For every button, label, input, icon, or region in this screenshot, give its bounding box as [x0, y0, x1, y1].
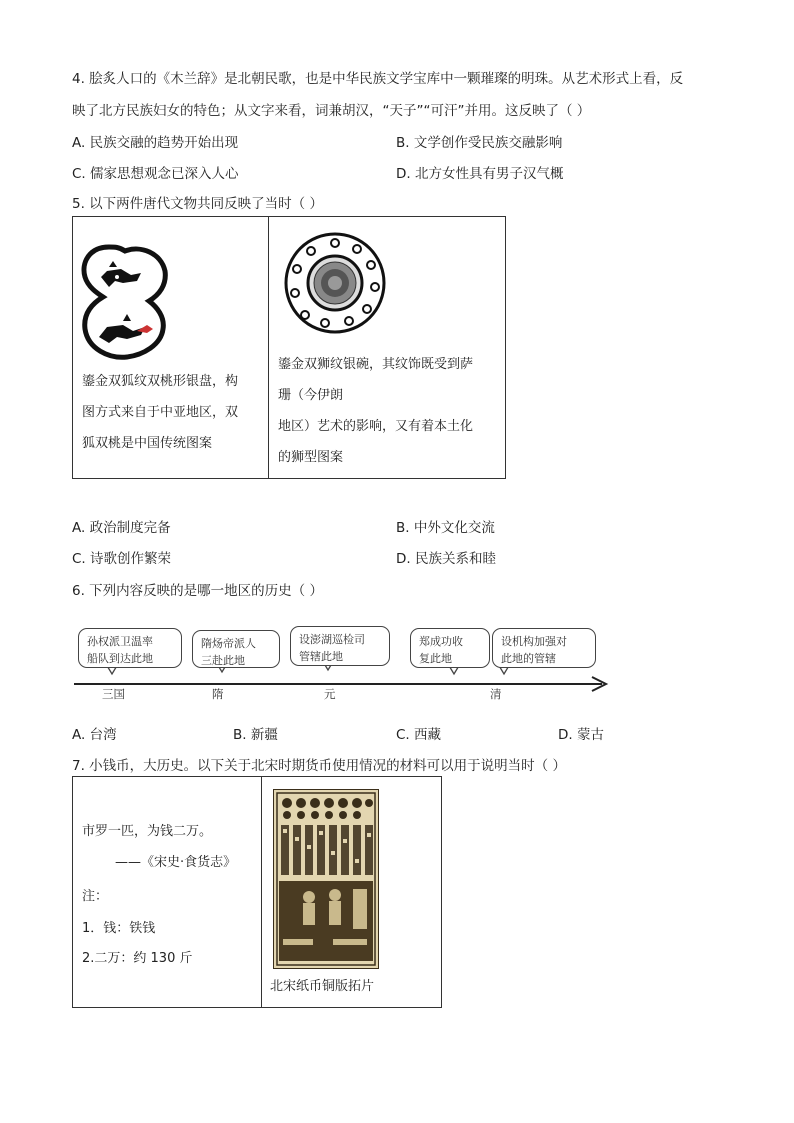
table-divider [261, 777, 262, 1007]
q7-quote: 市罗一匹，为钱二万。 [82, 824, 213, 839]
timeline-bubble-4: 郑成功收 复此地 [410, 628, 490, 668]
q5-right-caption: 鎏金双狮纹银碗，其纹饰既受到萨 珊（今伊朗 地区）艺术的影响，又有着本土化 的狮型图案 [278, 357, 474, 465]
q6-option-c[interactable]: C. 西藏 [396, 727, 442, 743]
timeline-bubble-3: 设澎湖巡检司 管辖此地 [290, 626, 390, 666]
q6-option-b[interactable]: B. 新疆 [233, 727, 278, 743]
q6-timeline [72, 620, 617, 706]
q6-stem: 6. 下列内容反映的是哪一地区的历史（ ） [72, 583, 323, 599]
q7-note-2: 2.二万：约 130 斤 [82, 951, 193, 966]
q4-option-a[interactable]: A. 民族交融的趋势开始出现 [72, 135, 239, 151]
silver-bowl-image [283, 231, 387, 335]
q7-image-caption: 北宋纸币铜版拓片 [270, 979, 375, 994]
timeline-bubble-5: 设机构加强对 此地的管辖 [492, 628, 596, 668]
q7-stem: 7. 小钱币，大历史。以下关于北宋时期货币使用情况的材料可以用于说明当时（ ） [72, 758, 566, 774]
q7-note-title: 注： [82, 889, 109, 904]
q6-option-a[interactable]: A. 台湾 [72, 727, 117, 743]
q7-note-1: 1．钱：铁钱 [82, 921, 156, 936]
timeline-label-yuan: 元 [324, 687, 336, 701]
q5-option-c[interactable]: C. 诗歌创作繁荣 [72, 551, 172, 567]
q5-option-b[interactable]: B. 中外文化交流 [396, 520, 495, 536]
timeline-label-sui: 隋 [212, 687, 224, 701]
q6-option-d[interactable]: D. 蒙古 [558, 727, 604, 743]
timeline-label-qing: 清 [490, 687, 502, 701]
timeline-bubble-2: 隋炀帝派人 三赴此地 [192, 630, 280, 668]
q7-source: ——《宋史·食货志》 [115, 855, 237, 870]
q5-left-caption: 鎏金双狐纹双桃形银盘，构 图方式来自于中亚地区，双 狐双桃是中国传统图案 [82, 374, 239, 451]
timeline-bubble-1: 孙权派卫温率 船队到达此地 [78, 628, 182, 668]
q4-stem-line2: 映了北方民族妇女的特色；从文字来看，词兼胡汉，“天子”“可汗”并用。这反映了（ ） [72, 103, 591, 119]
q4-option-c[interactable]: C. 儒家思想观念已深入人心 [72, 166, 239, 182]
q5-stem: 5. 以下两件唐代文物共同反映了当时（ ） [72, 196, 323, 212]
timeline-label-sanguo: 三国 [102, 687, 125, 701]
q4-option-b[interactable]: B. 文学创作受民族交融影响 [396, 135, 563, 151]
q4-option-d[interactable]: D. 北方女性具有男子汉气概 [396, 166, 564, 182]
q5-option-a[interactable]: A. 政治制度完备 [72, 520, 171, 536]
paper-money-print-image [273, 789, 379, 969]
table-divider [268, 217, 269, 478]
q4-stem-line1: 4. 脍炙人口的《木兰辞》是北朝民歌，也是中华民族文学宝库中一颗璀璨的明珠。从艺术形式上看，反 [72, 71, 684, 87]
q5-artifact-table [72, 216, 506, 479]
q5-option-d[interactable]: D. 民族关系和睦 [396, 551, 496, 567]
q7-material-table [72, 776, 442, 1008]
silver-plate-image [79, 241, 169, 365]
